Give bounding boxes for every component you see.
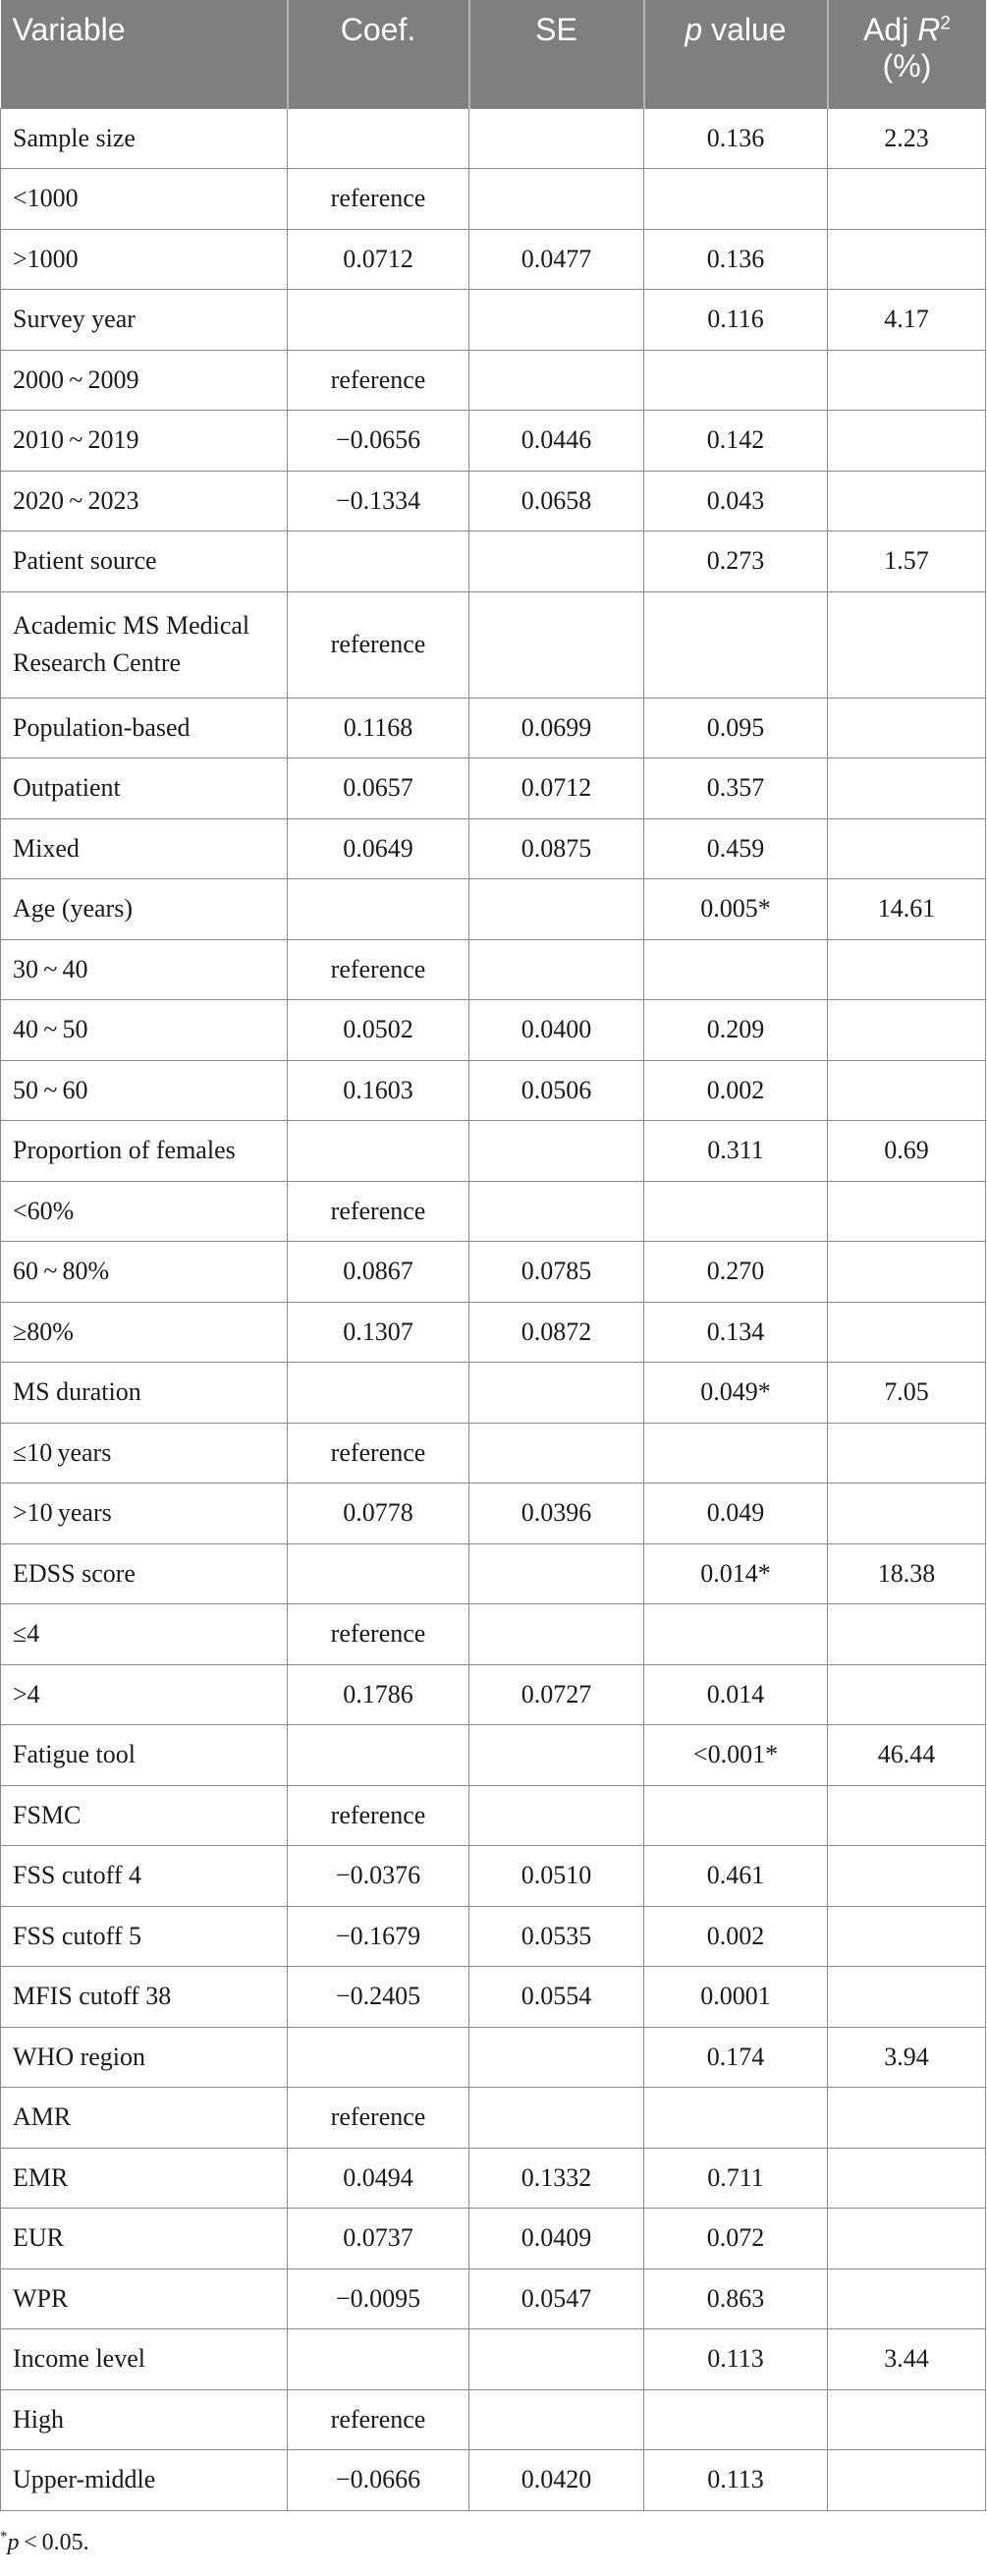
cell-coef: reference [288,1423,469,1484]
header-p-letter: p [685,12,703,47]
cell-se [469,591,644,698]
cell-variable: ≥80% [1,1302,288,1363]
cell-coef: 0.1603 [288,1060,469,1121]
table-row [1,2088,986,2149]
cell-p-value: 0.049 [644,1484,828,1544]
table-row [1,1543,986,1604]
cell-p-value [644,591,828,698]
cell-adj-r2 [828,818,986,879]
table-row [1,2209,986,2269]
cell-variable: 60 ~ 80% [1,1242,288,1303]
cell-coef [288,290,469,351]
cell-adj-r2: 1.57 [828,532,986,592]
cell-coef: reference [288,350,469,411]
header-adj-prefix: Adj [863,12,918,47]
cell-adj-r2: 4.17 [828,290,986,351]
table-row [1,169,986,230]
cell-coef: −0.2405 [288,1967,469,2028]
cell-p-value: 0.005* [644,879,828,940]
cell-variable: Upper-middle [1,2450,288,2511]
cell-se [469,1121,644,1182]
cell-se [469,1363,644,1424]
cell-adj-r2 [828,1967,986,2028]
cell-se [469,2329,644,2390]
cell-adj-r2 [828,1785,986,1846]
cell-coef: −0.0656 [288,411,469,472]
table-row [1,1846,986,1907]
cell-coef [288,1543,469,1604]
table-row [1,1242,986,1303]
cell-coef: 0.0867 [288,1242,469,1303]
cell-variable: >10 years [1,1484,288,1544]
table-row [1,1967,986,2028]
cell-se: 0.0535 [469,1906,644,1967]
cell-se [469,2027,644,2088]
cell-coef: 0.0494 [288,2148,469,2209]
cell-coef: −0.1334 [288,471,469,532]
cell-coef: 0.0657 [288,758,469,819]
cell-se: 0.0396 [469,1484,644,1544]
cell-se: 0.0400 [469,1000,644,1061]
cell-variable: High [1,2389,288,2450]
cell-adj-r2 [828,2088,986,2149]
cell-coef: reference [288,2389,469,2450]
cell-p-value: 0.357 [644,758,828,819]
header-p-rest: value [702,12,787,47]
cell-adj-r2 [828,2450,986,2511]
cell-se: 0.0477 [469,229,644,290]
cell-adj-r2 [828,2268,986,2329]
footnote-p: p [7,2530,20,2555]
table-row [1,1181,986,1242]
header-adj-sup: 2 [940,13,951,34]
cell-adj-r2 [828,1906,986,1967]
table-row [1,471,986,532]
cell-se: 0.0420 [469,2450,644,2511]
cell-adj-r2 [828,229,986,290]
table-row [1,1060,986,1121]
cell-p-value: 0.014* [644,1543,828,1604]
table-row [1,1725,986,1786]
cell-coef: 0.1786 [288,1664,469,1725]
cell-adj-r2 [828,1181,986,1242]
cell-variable: Income level [1,2329,288,2390]
cell-se [469,939,644,1000]
cell-coef [288,879,469,940]
cell-p-value [644,1181,828,1242]
cell-variable: Proportion of females [1,1121,288,1182]
cell-coef: reference [288,2088,469,2149]
cell-variable: WHO region [1,2027,288,2088]
cell-coef [288,2027,469,2088]
cell-coef: reference [288,1181,469,1242]
cell-coef: reference [288,169,469,230]
cell-coef: reference [288,591,469,698]
cell-variable: >4 [1,1664,288,1725]
cell-variable: FSMC [1,1785,288,1846]
cell-coef: −0.1679 [288,1906,469,1967]
cell-coef [288,1363,469,1424]
cell-se [469,108,644,169]
footnote [0,2529,89,2556]
cell-coef: reference [288,939,469,1000]
cell-adj-r2 [828,1060,986,1121]
cell-p-value [644,1604,828,1665]
cell-p-value: 0.134 [644,1302,828,1363]
cell-p-value: 0.273 [644,532,828,592]
header-coef: Coef. [288,0,469,108]
cell-p-value [644,2088,828,2149]
cell-se: 0.0547 [469,2268,644,2329]
cell-p-value: 0.043 [644,471,828,532]
cell-adj-r2 [828,350,986,411]
cell-se [469,879,644,940]
cell-p-value: 0.270 [644,1242,828,1303]
cell-se [469,2389,644,2450]
cell-variable: 2000 ~ 2009 [1,350,288,411]
cell-adj-r2 [828,1604,986,1665]
cell-variable: <1000 [1,169,288,230]
cell-coef: −0.0376 [288,1846,469,1907]
cell-coef: −0.0095 [288,2268,469,2329]
cell-adj-r2 [828,1664,986,1725]
footnote-threshold: < 0.05. [19,2530,89,2555]
table-row [1,532,986,592]
table-row [1,2450,986,2511]
cell-se: 0.0712 [469,758,644,819]
cell-se [469,1543,644,1604]
cell-p-value: 0.002 [644,1906,828,1967]
cell-variable: EDSS score [1,1543,288,1604]
table-row [1,2329,986,2390]
table-row [1,229,986,290]
cell-adj-r2: 14.61 [828,879,986,940]
cell-p-value: 0.113 [644,2450,828,2511]
cell-p-value: 0.142 [644,411,828,472]
cell-variable: Age (years) [1,879,288,940]
cell-coef: 0.0737 [288,2209,469,2269]
table-row [1,1785,986,1846]
table-row [1,1484,986,1544]
cell-p-value: 0.863 [644,2268,828,2329]
cell-coef: −0.0666 [288,2450,469,2511]
cell-p-value: 0.461 [644,1846,828,1907]
header-variable: Variable [1,0,288,108]
cell-variable: 30 ~ 40 [1,939,288,1000]
cell-se [469,290,644,351]
cell-adj-r2 [828,411,986,472]
cell-variable: FSS cutoff 5 [1,1906,288,1967]
cell-variable: 40 ~ 50 [1,1000,288,1061]
table-row [1,1664,986,1725]
cell-adj-r2 [828,2389,986,2450]
table-row [1,1302,986,1363]
table-row [1,108,986,169]
cell-se [469,169,644,230]
cell-coef [288,532,469,592]
cell-adj-r2 [828,939,986,1000]
cell-se: 0.0658 [469,471,644,532]
cell-se: 0.0872 [469,1302,644,1363]
cell-adj-r2: 0.69 [828,1121,986,1182]
cell-p-value [644,939,828,1000]
cell-se: 0.0785 [469,1242,644,1303]
cell-variable: Mixed [1,818,288,879]
cell-coef: reference [288,1604,469,1665]
cell-adj-r2 [828,2148,986,2209]
cell-adj-r2 [828,698,986,758]
cell-adj-r2: 46.44 [828,1725,986,1786]
cell-variable: Survey year [1,290,288,351]
cell-p-value [644,1423,828,1484]
cell-se [469,1181,644,1242]
cell-adj-r2: 18.38 [828,1543,986,1604]
cell-adj-r2 [828,1242,986,1303]
table-row [1,411,986,472]
table-row [1,698,986,758]
header-se: SE [469,0,644,108]
table-row [1,2389,986,2450]
table-row [1,290,986,351]
cell-coef: 0.0712 [288,229,469,290]
cell-p-value [644,1785,828,1846]
cell-variable: ≤10 years [1,1423,288,1484]
table-row [1,1121,986,1182]
table-body [1,108,986,2510]
table-row [1,2027,986,2088]
cell-variable: EUR [1,2209,288,2269]
cell-coef [288,1725,469,1786]
cell-variable: AMR [1,2088,288,2149]
table-row [1,2148,986,2209]
cell-se [469,1785,644,1846]
cell-variable: Outpatient [1,758,288,819]
cell-se: 0.0699 [469,698,644,758]
header-p-value [644,0,828,108]
cell-coef: 0.1307 [288,1302,469,1363]
cell-variable: ≤4 [1,1604,288,1665]
cell-variable: <60% [1,1181,288,1242]
cell-variable: Population-based [1,698,288,758]
cell-coef: 0.0649 [288,818,469,879]
cell-coef: reference [288,1785,469,1846]
cell-se [469,350,644,411]
cell-coef [288,108,469,169]
header-adj-unit: (%) [882,47,932,84]
cell-adj-r2: 7.05 [828,1363,986,1424]
cell-p-value: 0.311 [644,1121,828,1182]
cell-variable: MS duration [1,1363,288,1424]
cell-p-value: 0.0001 [644,1967,828,2028]
cell-variable: MFIS cutoff 38 [1,1967,288,2028]
table-header [1,0,986,108]
cell-se: 0.0875 [469,818,644,879]
cell-adj-r2: 3.44 [828,2329,986,2390]
cell-se: 0.0506 [469,1060,644,1121]
cell-adj-r2: 3.94 [828,2027,986,2088]
cell-variable: 50 ~ 60 [1,1060,288,1121]
cell-p-value: 0.049* [644,1363,828,1424]
cell-variable: >1000 [1,229,288,290]
cell-p-value: 0.113 [644,2329,828,2390]
table-row [1,879,986,940]
table-row [1,1906,986,1967]
cell-variable: Fatigue tool [1,1725,288,1786]
cell-p-value: 0.014 [644,1664,828,1725]
header-adj-r2 [828,0,986,108]
cell-p-value [644,169,828,230]
cell-p-value [644,350,828,411]
cell-coef: 0.0778 [288,1484,469,1544]
cell-adj-r2 [828,471,986,532]
cell-p-value: 0.136 [644,108,828,169]
table-row [1,818,986,879]
cell-variable: FSS cutoff 4 [1,1846,288,1907]
cell-p-value: 0.711 [644,2148,828,2209]
cell-variable: Sample size [1,108,288,169]
cell-p-value: 0.459 [644,818,828,879]
cell-adj-r2 [828,1846,986,1907]
cell-p-value: 0.072 [644,2209,828,2269]
cell-coef: 0.0502 [288,1000,469,1061]
cell-adj-r2 [828,1000,986,1061]
cell-adj-r2 [828,1484,986,1544]
cell-coef [288,2329,469,2390]
cell-adj-r2 [828,1423,986,1484]
table-row [1,2268,986,2329]
cell-coef [288,1121,469,1182]
cell-variable: Academic MS Medical Research Centre [1,591,288,698]
cell-adj-r2 [828,1302,986,1363]
header-adj-r: R [917,12,941,47]
cell-se: 0.0409 [469,2209,644,2269]
cell-p-value: 0.116 [644,290,828,351]
cell-p-value: <0.001* [644,1725,828,1786]
cell-p-value [644,2389,828,2450]
table-row [1,1000,986,1061]
cell-adj-r2 [828,758,986,819]
cell-variable: EMR [1,2148,288,2209]
cell-p-value: 0.174 [644,2027,828,2088]
cell-se [469,1604,644,1665]
footnote-asterisk: * [0,2529,8,2545]
cell-se: 0.0510 [469,1846,644,1907]
table-row [1,1423,986,1484]
cell-variable: 2020 ~ 2023 [1,471,288,532]
table-row [1,591,986,698]
table-row [1,1363,986,1424]
table-row [1,1604,986,1665]
cell-se: 0.0727 [469,1664,644,1725]
cell-se: 0.0446 [469,411,644,472]
cell-p-value: 0.002 [644,1060,828,1121]
table-row [1,939,986,1000]
cell-p-value: 0.095 [644,698,828,758]
cell-variable: Patient source [1,532,288,592]
table-row [1,350,986,411]
cell-se [469,2088,644,2149]
cell-adj-r2 [828,2209,986,2269]
cell-adj-r2: 2.23 [828,108,986,169]
cell-se [469,1725,644,1786]
cell-se [469,1423,644,1484]
cell-p-value: 0.209 [644,1000,828,1061]
cell-se: 0.1332 [469,2148,644,2209]
cell-variable: 2010 ~ 2019 [1,411,288,472]
cell-coef: 0.1168 [288,698,469,758]
table-row [1,758,986,819]
cell-se: 0.0554 [469,1967,644,2028]
cell-adj-r2 [828,169,986,230]
cell-variable: WPR [1,2268,288,2329]
cell-se [469,532,644,592]
cell-p-value: 0.136 [644,229,828,290]
cell-adj-r2 [828,591,986,698]
